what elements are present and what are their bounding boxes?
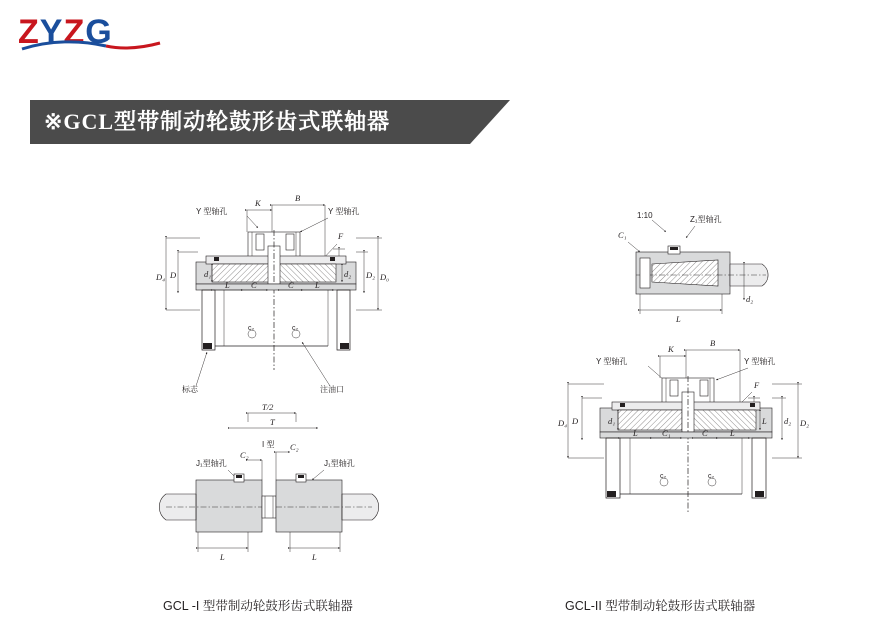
caption-gcl-2: GCL-II 型带制动轮鼓形齿式联轴器	[565, 599, 756, 613]
label-C-2: C	[702, 428, 708, 438]
annotation-y-bore-right: Y 型轴孔	[328, 207, 360, 216]
label-d1-2: d₁	[608, 416, 616, 426]
label-L-left: L	[225, 280, 230, 290]
label-L-left-2: L	[633, 428, 638, 438]
label-D-2: D	[572, 416, 579, 426]
label-hole-left-2: c₂	[660, 473, 667, 480]
page-title: ※GCL型带制动轮鼓形齿式联轴器	[44, 109, 391, 134]
label-hole-right: c₂	[292, 325, 299, 332]
label-D2-2: d₂	[784, 416, 792, 426]
label-taper-ratio: 1:10	[637, 211, 653, 220]
figure-j1-bore	[159, 442, 378, 562]
technical-drawings	[0, 160, 870, 600]
label-L-lower-left: L	[220, 552, 225, 562]
annotation-oil-port: 注油口	[320, 385, 344, 394]
label-C1-upper: C₁	[618, 230, 627, 240]
annotation-j1-right: J₁型轴孔	[324, 459, 355, 468]
label-C2-left: C₂	[240, 450, 249, 460]
label-type-1: I 型	[262, 440, 275, 449]
label-D4: D₄	[156, 272, 166, 282]
label-hole-left: c₂	[248, 325, 255, 332]
annotation-z1-bore: Z₁型轴孔	[690, 215, 722, 224]
annotation-j1-left: J₁型轴孔	[196, 459, 227, 468]
label-F-2: F	[754, 380, 760, 390]
label-d2-upper: d₂	[746, 294, 754, 304]
label-C2-right: C₂	[290, 442, 299, 452]
label-L-upper: L	[676, 314, 681, 324]
logo-letter-y: Y	[39, 13, 64, 51]
logo-letter-z2: Z	[63, 13, 86, 51]
figure-z1-bore	[618, 211, 768, 324]
label-K: K	[255, 198, 261, 208]
figure-gcl-1-main	[155, 193, 389, 449]
label-D0: D₀	[380, 272, 390, 282]
label-d2-2: L	[762, 416, 767, 426]
annotation-marking: 标志	[182, 385, 198, 394]
caption-gcl-1: GCL -I 型带制动轮鼓形齿式联轴器	[163, 599, 353, 613]
label-d1: d₁	[204, 269, 212, 279]
label-L-right-2: L	[730, 428, 735, 438]
label-d2: d₂	[344, 269, 352, 279]
label-T: T	[270, 417, 275, 427]
drawing-canvas	[0, 160, 870, 600]
label-T-half: T/2	[262, 402, 274, 412]
annotation-y-bore-left-2: Y 型轴孔	[596, 357, 628, 366]
label-D: D	[170, 270, 177, 280]
annotation-y-bore-left: Y 型轴孔	[196, 207, 228, 216]
label-L-lower-right: L	[312, 552, 317, 562]
label-B-2: B	[710, 338, 716, 348]
section-title-banner	[30, 100, 510, 144]
label-D4-2: D₄	[558, 418, 568, 428]
label-hole-right-2: c₂	[708, 473, 715, 480]
company-logo	[18, 8, 168, 56]
label-D0-2: D₂	[800, 418, 810, 428]
label-C1-2: C₁	[662, 428, 671, 438]
label-L-right: L	[315, 280, 320, 290]
logo-letter-g: G	[85, 13, 113, 51]
label-C-right: C	[288, 280, 294, 290]
annotation-y-bore-right-2: Y 型轴孔	[744, 357, 776, 366]
figure-gcl-2-main	[557, 338, 809, 512]
label-K-2: K	[668, 344, 674, 354]
label-B: B	[295, 193, 301, 203]
label-D2: D₂	[366, 270, 376, 280]
logo-letter-z1: Z	[18, 13, 40, 51]
label-C-left: C	[251, 280, 257, 290]
logo-swoosh-icon	[20, 38, 168, 52]
label-F: F	[338, 231, 344, 241]
